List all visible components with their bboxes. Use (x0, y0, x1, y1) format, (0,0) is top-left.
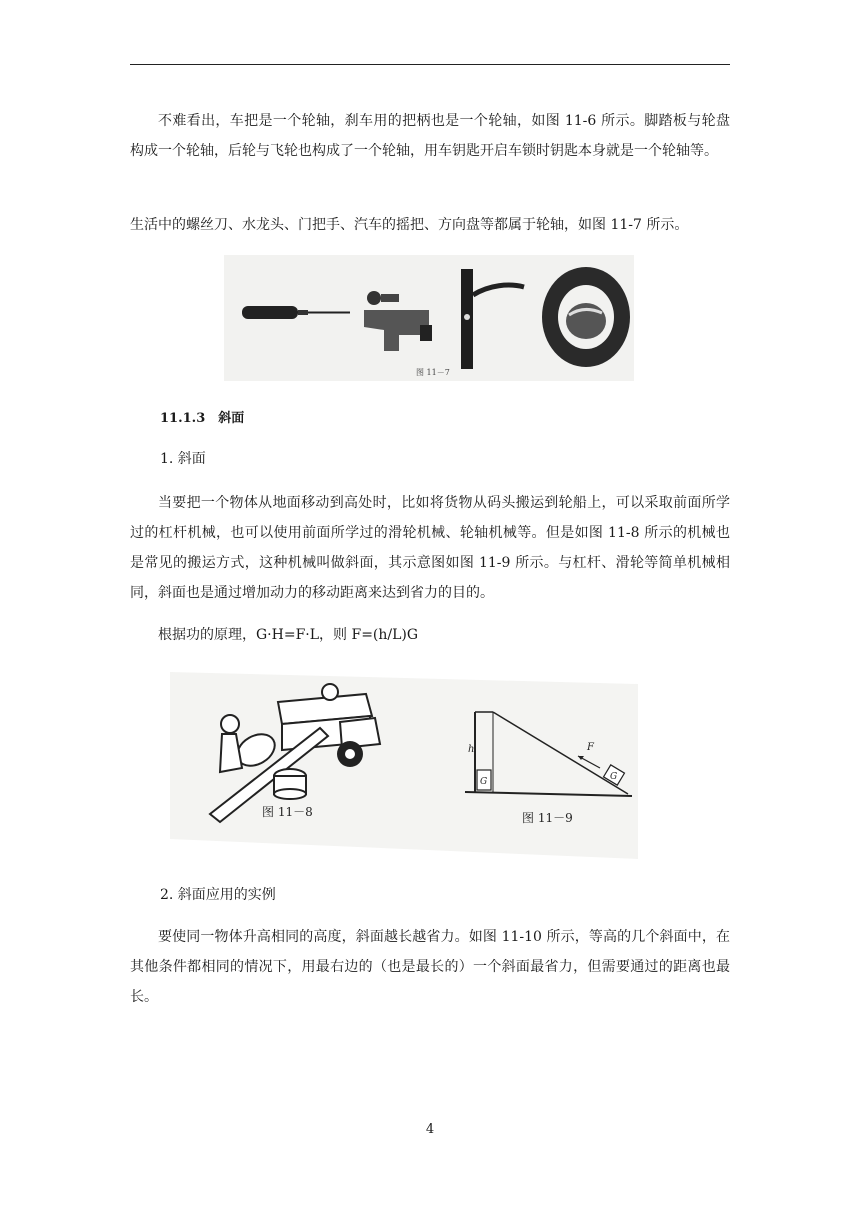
label-h: h (468, 744, 475, 755)
figure-11-8-caption: 图 11－8 (262, 805, 313, 819)
figure-11-7 (224, 255, 634, 381)
steering-wheel-icon (542, 267, 630, 367)
paragraph-wheel-axle-bicycle: 不难看出，车把是一个轮轴，刹车用的把柄也是一个轮轴，如图 11-6 所示。脚踏板与轮盘构成一个轮轴，后轮与飞轮也构成了一个轮轴，用车钥匙开启车锁时钥匙本身就是一个轮轴等。 (130, 113, 730, 159)
paragraph-work-principle: 根据功的原理，G·H=F·L，则 F=(h/L)G (158, 627, 419, 643)
paragraph-inclined-plane-examples: 要使同一物体升高相同的高度，斜面越长越省力。如图 11-10 所示，等高的几个斜面中，在其他条件都相同的情况下，用最右边的（也是最长的）一个斜面最省力，但需要通过的距离也最长。 (130, 929, 730, 1005)
label-f: F (587, 742, 594, 753)
section-heading-inclined-plane: 11.1.3 斜面 (160, 411, 245, 426)
label-g-slope: G (610, 772, 618, 782)
subheading-inclined-plane-examples: 2. 斜面应用的实例 (160, 887, 276, 903)
figure-11-9-caption: 图 11－9 (522, 811, 573, 825)
paragraph-inclined-plane-intro: 当要把一个物体从地面移动到高处时，比如将货物从码头搬运到轮船上，可以采取前面所学过的杠杆机械，也可以使用前面所学过的滑轮机械、轮轴机械等。但是如图 11-8 所示的机械也是常见的搬运方式，这种机械叫做斜面，其示意图如图 11-9 所示。与杠杆、滑轮等简单机械相同，斜面也是通过增加动力的移动距离来达到省力的目的。 (130, 495, 730, 601)
label-g-ground: G (480, 777, 488, 787)
subheading-inclined-plane: 1. 斜面 (160, 451, 206, 467)
page-number: 4 (425, 1122, 435, 1137)
figure-11-8-11-9 (170, 664, 638, 859)
paragraph-wheel-axle-examples: 生活中的螺丝刀、水龙头、门把手、汽车的摇把、方向盘等都属于轮轴，如图 11-7 所示。 (130, 217, 689, 233)
header-rule (130, 64, 730, 65)
figure-11-7-caption: 图 11－7 (416, 368, 450, 377)
